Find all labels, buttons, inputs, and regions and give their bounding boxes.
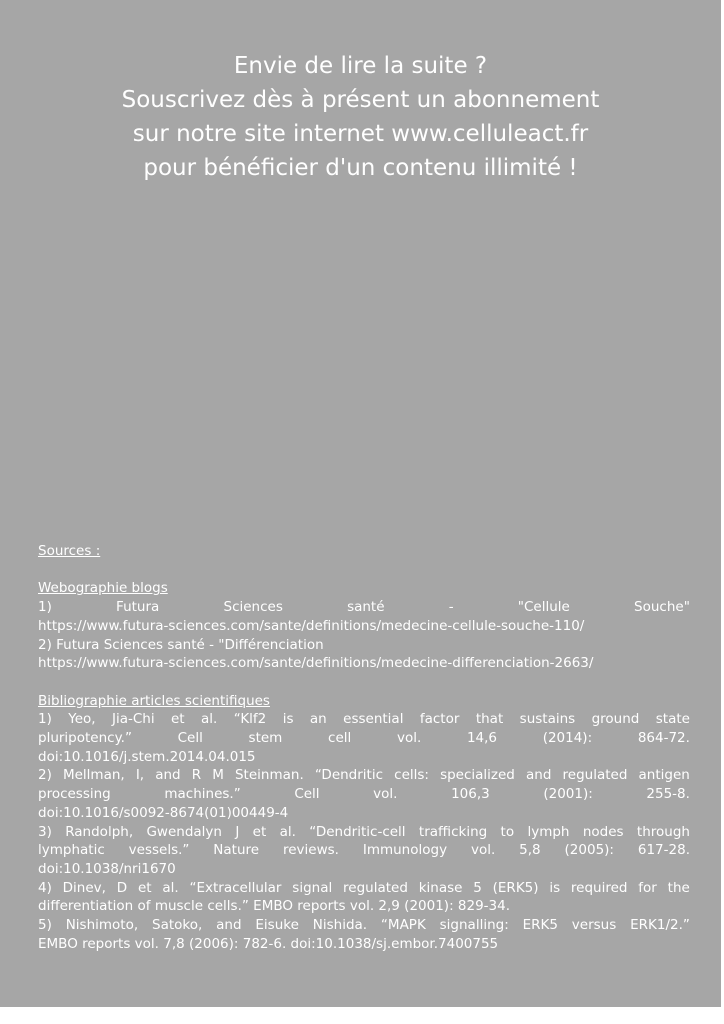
- web-source-1-url[interactable]: https://www.futura-sciences.com/sante/definitions/medecine-cellule-souche-110/: [38, 617, 585, 634]
- spacer: [38, 673, 690, 692]
- word: Nature: [213, 842, 260, 859]
- word: stem: [248, 730, 283, 746]
- word: Gwendalyn: [146, 823, 222, 840]
- word: D: [116, 879, 128, 896]
- word: is: [549, 879, 561, 896]
- word: sustains: [519, 711, 576, 728]
- word: Steinman.: [234, 767, 304, 784]
- word: pluripotency.”: [38, 730, 132, 746]
- word: an: [309, 711, 327, 728]
- word: Nishimoto,: [65, 917, 139, 934]
- word: -: [448, 599, 454, 616]
- word: lymphatic: [38, 842, 105, 859]
- word: through: [636, 823, 690, 840]
- word: Immunology: [362, 842, 448, 859]
- word: Mellman,: [62, 767, 125, 784]
- word: 5: [473, 879, 482, 896]
- promo-line: Envie de lire la suite ?: [233, 53, 488, 79]
- bibliographie-heading: Bibliographie articles scientifiques: [38, 692, 270, 709]
- word: al.: [279, 823, 296, 840]
- word: Dinev,: [62, 879, 106, 896]
- sources-section: [38, 542, 690, 953]
- word: kinase: [418, 879, 463, 896]
- word: Yeo,: [68, 711, 96, 728]
- word: vol.: [470, 842, 496, 859]
- word: to: [500, 823, 515, 840]
- word: M: [212, 767, 224, 784]
- word: signalling:: [439, 917, 509, 934]
- word: santé: [347, 599, 385, 616]
- word: ERK1/2.”: [630, 917, 690, 934]
- word: 617-28.: [637, 842, 690, 859]
- promo-line: sur notre site internet www.celluleact.fr: [132, 121, 589, 147]
- word: vessels.”: [128, 842, 190, 859]
- word: et: [137, 879, 152, 896]
- word: regulated: [562, 767, 628, 784]
- word: the: [667, 879, 690, 896]
- word: “Klf2: [233, 711, 267, 728]
- word: vol.: [373, 786, 398, 803]
- reference-3-line-2: [38, 841, 690, 860]
- word: 5): [38, 917, 52, 934]
- word: (ERK5): [492, 879, 539, 896]
- word: vol.: [396, 730, 422, 746]
- reference-4-line-2: differentiation of muscle cells.” EMBO reports vol. 2,9 (2001): 829-34.: [38, 898, 511, 915]
- word: Souche": [634, 599, 690, 616]
- word: 864-72.: [637, 730, 690, 746]
- word: al.: [162, 879, 179, 896]
- word: “Extracellular: [189, 879, 282, 896]
- word: antigen: [638, 767, 690, 784]
- word: R: [191, 767, 202, 784]
- word: Nishida.: [312, 917, 368, 934]
- word: signal: [292, 879, 333, 896]
- word: 1): [38, 599, 52, 616]
- word: “Dendritic: [314, 767, 384, 784]
- reference-1-doi: doi:10.1016/j.stem.2014.04.015: [38, 748, 256, 765]
- word: reviews.: [282, 842, 339, 859]
- reference-1-line-2: [38, 729, 690, 748]
- reference-2-line-1: [38, 766, 690, 785]
- word: “MAPK: [380, 917, 426, 934]
- word: 255-8.: [646, 786, 690, 803]
- word: "Cellule: [517, 599, 570, 616]
- reference-3-line-1: [38, 823, 690, 842]
- web-source-1-title: [38, 598, 690, 617]
- promo-line: pour bénéficier d'un contenu illimité !: [143, 155, 578, 181]
- word: J: [235, 823, 240, 840]
- word: and: [155, 767, 181, 784]
- word: Eisuke: [255, 917, 299, 934]
- word: and: [526, 767, 552, 784]
- word: trafficking: [418, 823, 488, 840]
- word: Futura: [116, 599, 160, 616]
- word: cells:: [394, 767, 429, 784]
- word: Cell: [294, 786, 320, 803]
- word: lymph: [527, 823, 570, 840]
- word: cell: [328, 730, 352, 746]
- word: Jia-Chi: [111, 711, 155, 728]
- word: Cell: [177, 730, 203, 746]
- word: essential: [343, 711, 404, 728]
- word: required: [570, 879, 628, 896]
- web-source-2-title: 2) Futura Sciences santé - "Différenciation: [38, 636, 324, 653]
- word: nodes: [582, 823, 624, 840]
- word: machines.”: [164, 786, 241, 803]
- subscription-promo: [0, 49, 721, 185]
- reference-1-line-1: [38, 710, 690, 729]
- word: 2): [38, 767, 52, 784]
- word: processing: [38, 786, 111, 803]
- reference-2-line-2: [38, 785, 690, 804]
- word: (2001):: [543, 786, 593, 803]
- reference-2-doi: doi:10.1016/s0092-8674(01)00449-4: [38, 804, 289, 821]
- word: ground: [591, 711, 640, 728]
- word: factor: [419, 711, 460, 728]
- word: 106,3: [451, 786, 490, 803]
- word: Sciences: [223, 599, 283, 616]
- word: 14,6: [466, 730, 497, 746]
- webographie-heading: Webographie blogs: [38, 580, 168, 597]
- spacer: [38, 561, 690, 580]
- word: 3): [38, 823, 52, 840]
- word: 4): [38, 879, 52, 896]
- word: regulated: [343, 879, 408, 896]
- reference-5-line-2: EMBO reports vol. 7,8 (2006): 782-6. doi:10.1038/sj.embor.7400755: [38, 935, 499, 952]
- reference-3-doi: doi:10.1038/nri1670: [38, 860, 176, 877]
- web-source-2-url[interactable]: https://www.futura-sciences.com/sante/definitions/medecine-differenciation-2663/: [38, 655, 594, 672]
- word: Randolph,: [65, 823, 134, 840]
- word: is: [282, 711, 294, 728]
- word: ERK5: [522, 917, 558, 934]
- word: (2014):: [542, 730, 593, 746]
- word: 1): [38, 711, 52, 728]
- reference-5-line-1: [38, 916, 690, 935]
- word: 5,8: [519, 842, 541, 859]
- word: versus: [571, 917, 617, 934]
- word: specialized: [440, 767, 515, 784]
- word: et: [252, 823, 267, 840]
- word: “Dendritic-cell: [309, 823, 406, 840]
- reference-4-line-1: [38, 879, 690, 898]
- word: I,: [135, 767, 145, 784]
- word: (2005):: [564, 842, 614, 859]
- sources-heading: Sources :: [38, 543, 101, 559]
- word: Satoko,: [152, 917, 203, 934]
- word: et: [171, 711, 185, 728]
- word: and: [216, 917, 242, 934]
- word: state: [655, 711, 690, 728]
- promo-line: Souscrivez dès à présent un abonnement: [121, 87, 600, 113]
- word: al.: [201, 711, 218, 728]
- word: that: [475, 711, 504, 728]
- word: for: [638, 879, 657, 896]
